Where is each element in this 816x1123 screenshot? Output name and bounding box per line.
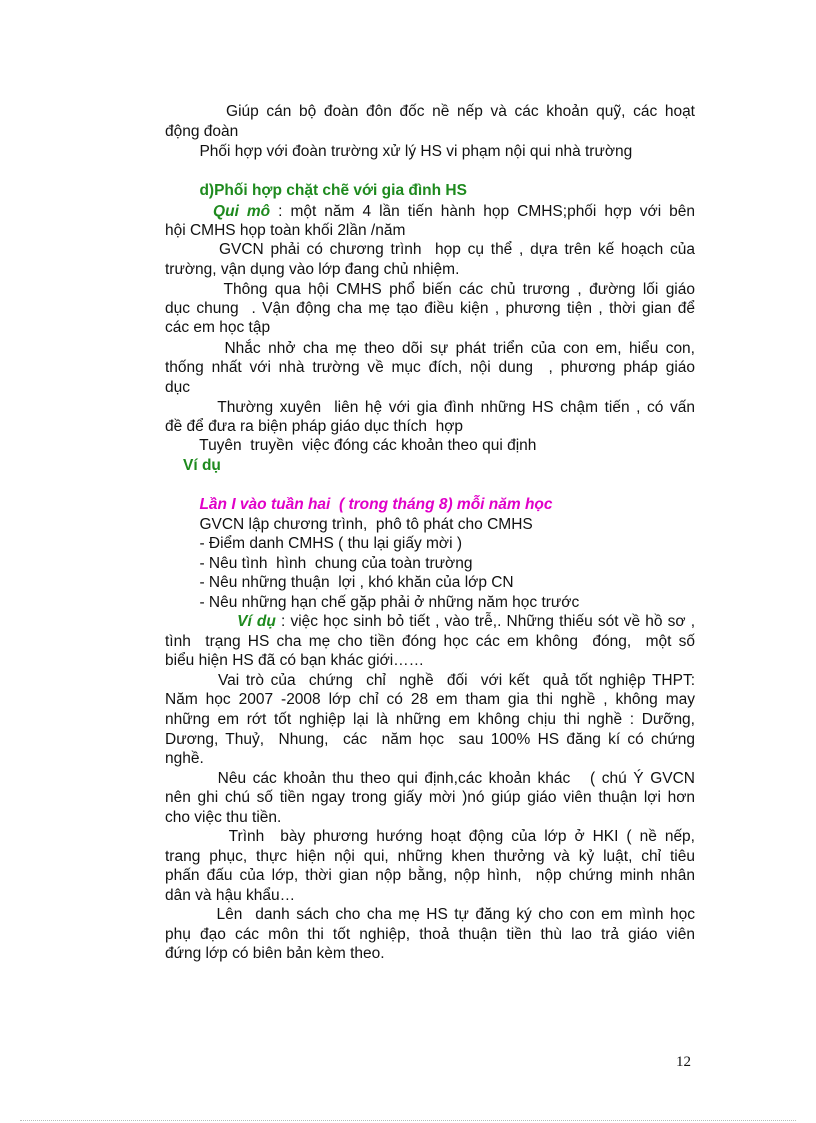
- qui-mo-text: : một năm 4 lần tiến hành họp CMHS;phối hợp với bên: [270, 203, 696, 220]
- paragraph-line: dục: [165, 379, 190, 396]
- paragraph-line: Trình bày phương hướng hoạt động của lớp ở HKI ( nề nếp,: [165, 828, 695, 845]
- paragraph-line: Nêu các khoản thu theo qui định,các khoản khác ( chú Ý GVCN: [165, 770, 695, 787]
- paragraph-line: cho việc thu tiền.: [165, 809, 282, 826]
- paragraph-line: nên ghi chú số tiền ngay trong giấy mời )nó giúp giáo viên thuận lợi hơn: [165, 789, 695, 806]
- paragraph-line: phấn đấu của lớp, thời gian nộp bằng, nộp hình, nộp chứng minh nhân: [165, 867, 695, 884]
- paragraph-line: đứng lớp có biên bản kèm theo.: [165, 945, 385, 962]
- paragraph-line: Thường xuyên liên hệ với gia đình những HS chậm tiến , có vấn: [165, 399, 695, 416]
- paragraph-line: tình trạng HS cha mẹ cho tiền đóng học các em không đóng, một số: [165, 633, 695, 650]
- vi-du-label: Ví dụ: [237, 613, 276, 630]
- paragraph-line: trường, vận dụng vào lớp đang chủ nhiệm.: [165, 261, 460, 278]
- paragraph-line: thống nhất với nhà trường về mục đích, nội dung , phương pháp giáo: [165, 359, 695, 376]
- paragraph-line: Phối hợp với đoàn trường xử lý HS vi phạm nội qui nhà trường: [165, 143, 633, 160]
- paragraph-line: dục chung . Vận động cha mẹ tạo điều kiện , phương tiện , thời gian để: [165, 300, 695, 317]
- paragraph-line: hội CMHS họp toàn khối 2lần /năm: [165, 222, 406, 239]
- paragraph-line: Giúp cán bộ đoàn đôn đốc nề nếp và các khoản quỹ, các hoạt: [165, 103, 695, 120]
- paragraph-line: đề để đưa ra biện pháp giáo dục thích hợp: [165, 418, 464, 435]
- paragraph-line: dân và hậu khẩu…: [165, 887, 296, 904]
- paragraph-line: trang phục, thực hiện nội qui, những khen thưởng và kỷ luật, chỉ tiêu: [165, 848, 695, 865]
- section-heading: Ví dụ: [183, 457, 221, 474]
- paragraph-line: Vai trò của chứng chỉ nghề đối với kết quả tốt nghiệp THPT:: [165, 672, 695, 689]
- paragraph-line: - Nêu những thuận lợi , khó khăn của lớp CN: [165, 574, 514, 591]
- paragraph-line: các em học tập: [165, 319, 271, 336]
- paragraph-line: - Nêu tình hình chung của toàn trường: [165, 555, 473, 572]
- section-heading: Lần I vào tuần hai ( trong tháng 8) mỗi năm học: [165, 496, 553, 513]
- paragraph-line: Thông qua hội CMHS phổ biến các chủ trương , đường lối giáo: [165, 281, 695, 298]
- paragraph-line: [165, 612, 695, 632]
- page-bottom-border: [20, 1120, 796, 1121]
- paragraph-line: Tuyên truyền việc đóng các khoản theo qui định: [165, 437, 537, 454]
- paragraph-line: GVCN phải có chương trình họp cụ thể , dựa trên kế hoạch của: [165, 241, 695, 258]
- paragraph-line: biểu hiện HS đã có bạn khác giới……: [165, 652, 425, 669]
- paragraph-line: Dương, Thuỷ, Nhung, các năm học sau 100% HS đăng kí có chứng: [165, 731, 695, 748]
- paragraph-line: [165, 202, 695, 222]
- paragraph-line: GVCN lập chương trình, phô tô phát cho CMHS: [165, 516, 533, 533]
- paragraph-line: Nhắc nhở cha mẹ theo dõi sự phát triển của con em, hiểu con,: [165, 340, 695, 357]
- paragraph-line: động đoàn: [165, 123, 239, 140]
- vi-du-text: : việc học sinh bỏ tiết , vào trễ,. Những thiếu sót về hồ sơ ,: [275, 613, 695, 630]
- paragraph-line: những em rớt tốt nghiệp lại là những em không chịu thi nghề : Dưỡng,: [165, 711, 695, 728]
- paragraph-line: nghề.: [165, 750, 204, 767]
- paragraph-line: Năm học 2007 -2008 lớp chỉ có 28 em tham gia thi nghề , không may: [165, 691, 695, 708]
- qui-mo-label: Qui mô: [213, 203, 271, 220]
- paragraph-line: phụ đạo các môn thi tốt nghiệp, thoả thuận tiền thù lao trả giáo viên: [165, 926, 695, 943]
- paragraph-line: - Nêu những hạn chế gặp phải ở những năm học trước: [165, 594, 580, 611]
- section-heading: d)Phối hợp chặt chẽ với gia đình HS: [165, 182, 467, 199]
- paragraph-line: Lên danh sách cho cha mẹ HS tự đăng ký cho con em mình học: [165, 906, 695, 923]
- paragraph-line: - Điểm danh CMHS ( thu lại giấy mời ): [165, 535, 462, 552]
- page-number: 12: [676, 1054, 691, 1070]
